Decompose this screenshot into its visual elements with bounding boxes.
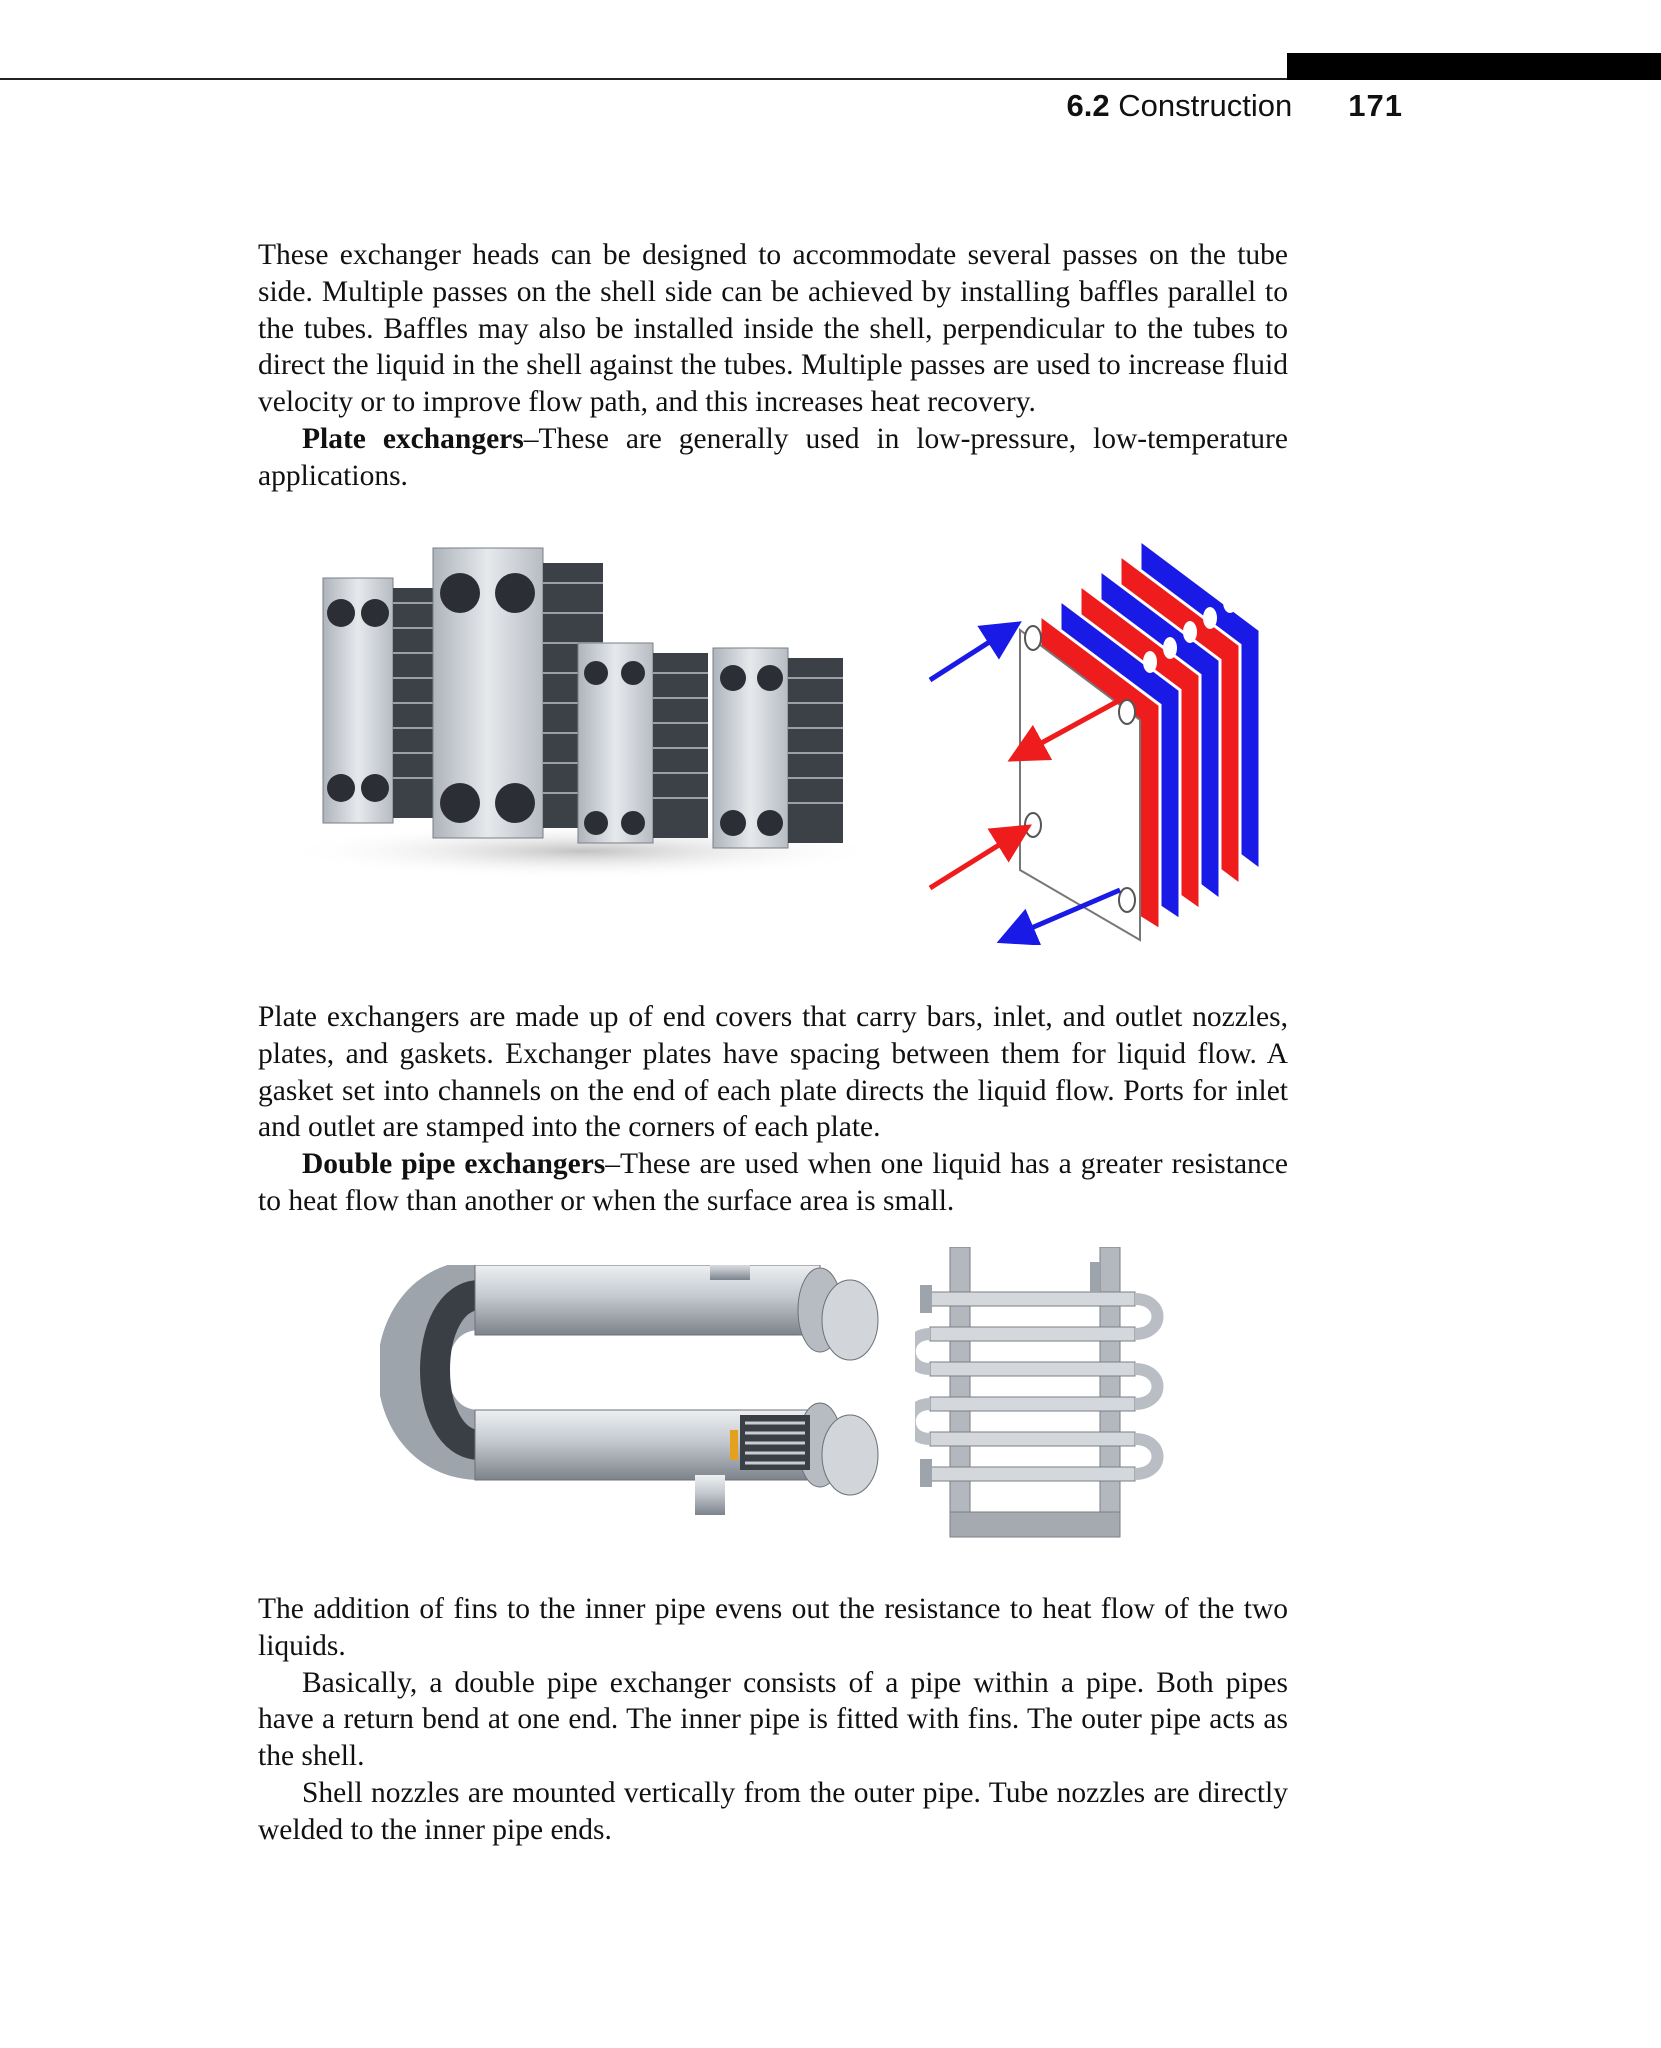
paragraph-exchanger-heads: These exchanger heads can be designed to accommodate several passes on the tube side. Multiple passes on the shell side can be achieved by installing baffles parallel to the tubes. Baffles may also be installed inside the shell, perpendicular to the tubes to direct the liquid in the shell against the tubes. Multiple passes are used to increase fluid velocity or to improve flow path, and this increases heat recovery. (258, 239, 1288, 419)
double-pipe-cutaway (380, 1265, 885, 1525)
text-block-2 (258, 999, 1288, 1220)
section-title: Construction (1118, 88, 1293, 123)
section-heading (1067, 88, 1293, 124)
paragraph-nozzles: Shell nozzles are mounted vertically from the outer pipe. Tube nozzles are directly welded to the inner pipe ends. (258, 1776, 1288, 1846)
paragraph-plate-exchangers (258, 421, 1288, 495)
paragraph-plate-construction: Plate exchangers are made up of end covers that carry bars, inlet, and outlet nozzles, plates, and gaskets. Exchanger plates have spacing between them for liquid flow. A gasket set into channels on the end of each plate directs the liquid flow. Ports for inlet and outlet are stamped into the corners of each plate. (258, 1001, 1288, 1144)
page-number: 171 (1348, 88, 1403, 123)
plate-flow-diagram (925, 520, 1280, 945)
paragraph-fins: The addition of fins to the inner pipe evens out the resistance to heat flow of the two liquids. (258, 1593, 1288, 1662)
plate-exchanger-photo (283, 533, 883, 878)
double-pipe-stack (915, 1247, 1165, 1547)
text-block-1 (258, 237, 1288, 495)
text-block-3 (258, 1591, 1288, 1849)
double-pipe-definition: –These are used when one liquid has a greater resistance to heat flow than another or when the surface area is small. (258, 1148, 1288, 1217)
paragraph-pipe-within-pipe: Basically, a double pipe exchanger consists of a pipe within a pipe. Both pipes have a return bend at one end. The inner pipe is fitted with fins. The outer pipe acts as the shell. (258, 1666, 1288, 1773)
running-head (1067, 88, 1404, 132)
header-bar (1287, 53, 1661, 80)
plate-exchangers-definition: –These are generally used in low-pressure, low-temperature applications. (258, 422, 1288, 492)
term-double-pipe-exchangers: Double pipe exchangers (302, 1148, 606, 1181)
paragraph-double-pipe (258, 1146, 1288, 1220)
section-number: 6.2 (1066, 88, 1110, 123)
term-plate-exchangers: Plate exchangers (302, 422, 524, 455)
